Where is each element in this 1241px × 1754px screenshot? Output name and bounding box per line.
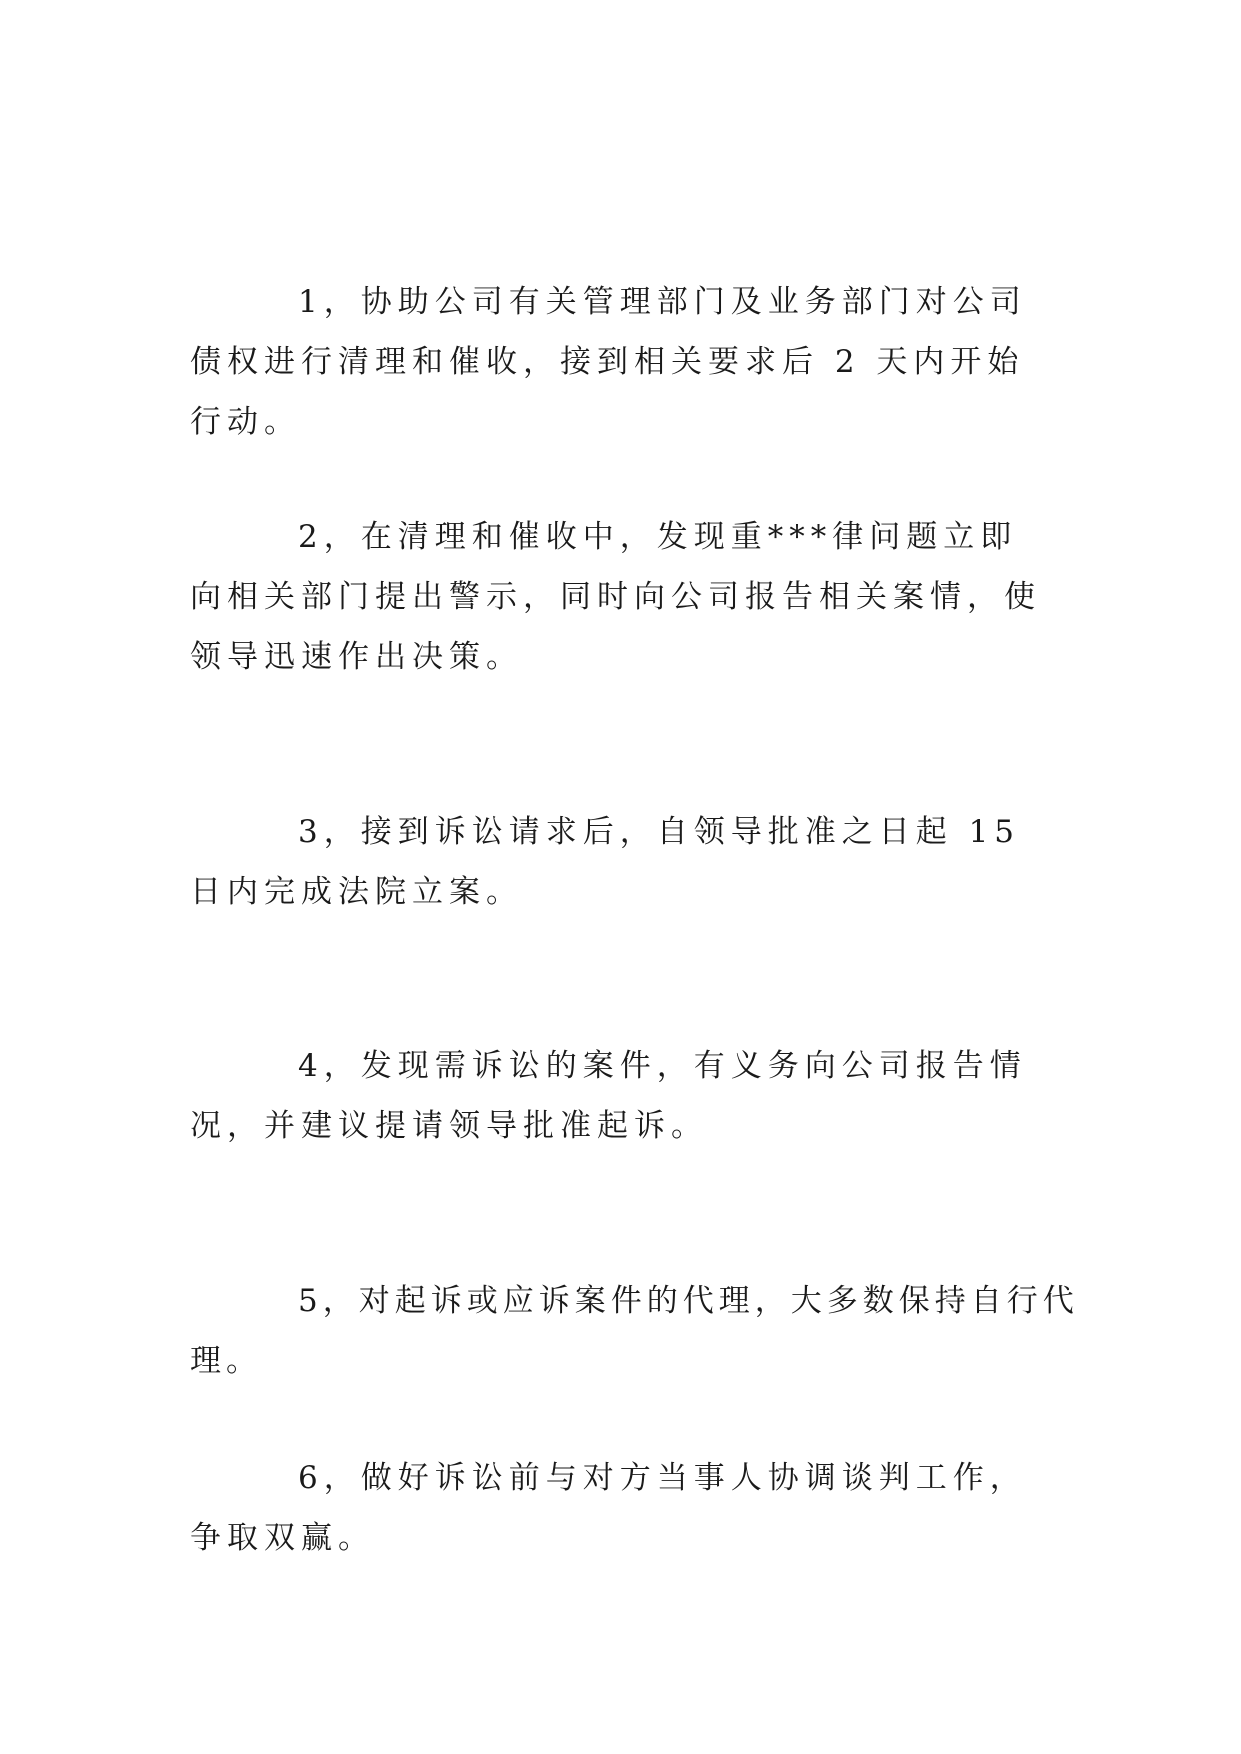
paragraph-5: 5，对起诉或应诉案件的代理，大多数保持自行代理。 (190, 1283, 1079, 1379)
paragraph-1: 1，协助公司有关管理部门及业务部门对公司债权进行清理和催收，接到相关要求后 2 天内开始行动。 (190, 284, 1027, 440)
paragraph-2: 2，在清理和催收中，发现重***律问题立即向相关部门提出警示，同时向公司报告相关案情，使领导迅速作出决策。 (190, 519, 1041, 675)
paragraph-6: 6，做好诉讼前与对方当事人协调谈判工作，争取双赢。 (190, 1460, 1027, 1556)
paragraph-3: 3，接到诉讼请求后，自领导批准之日起 15 日内完成法院立案。 (190, 814, 1021, 910)
paragraph-4: 4，发现需诉讼的案件，有义务向公司报告情况，并建议提请领导批准起诉。 (190, 1048, 1027, 1144)
